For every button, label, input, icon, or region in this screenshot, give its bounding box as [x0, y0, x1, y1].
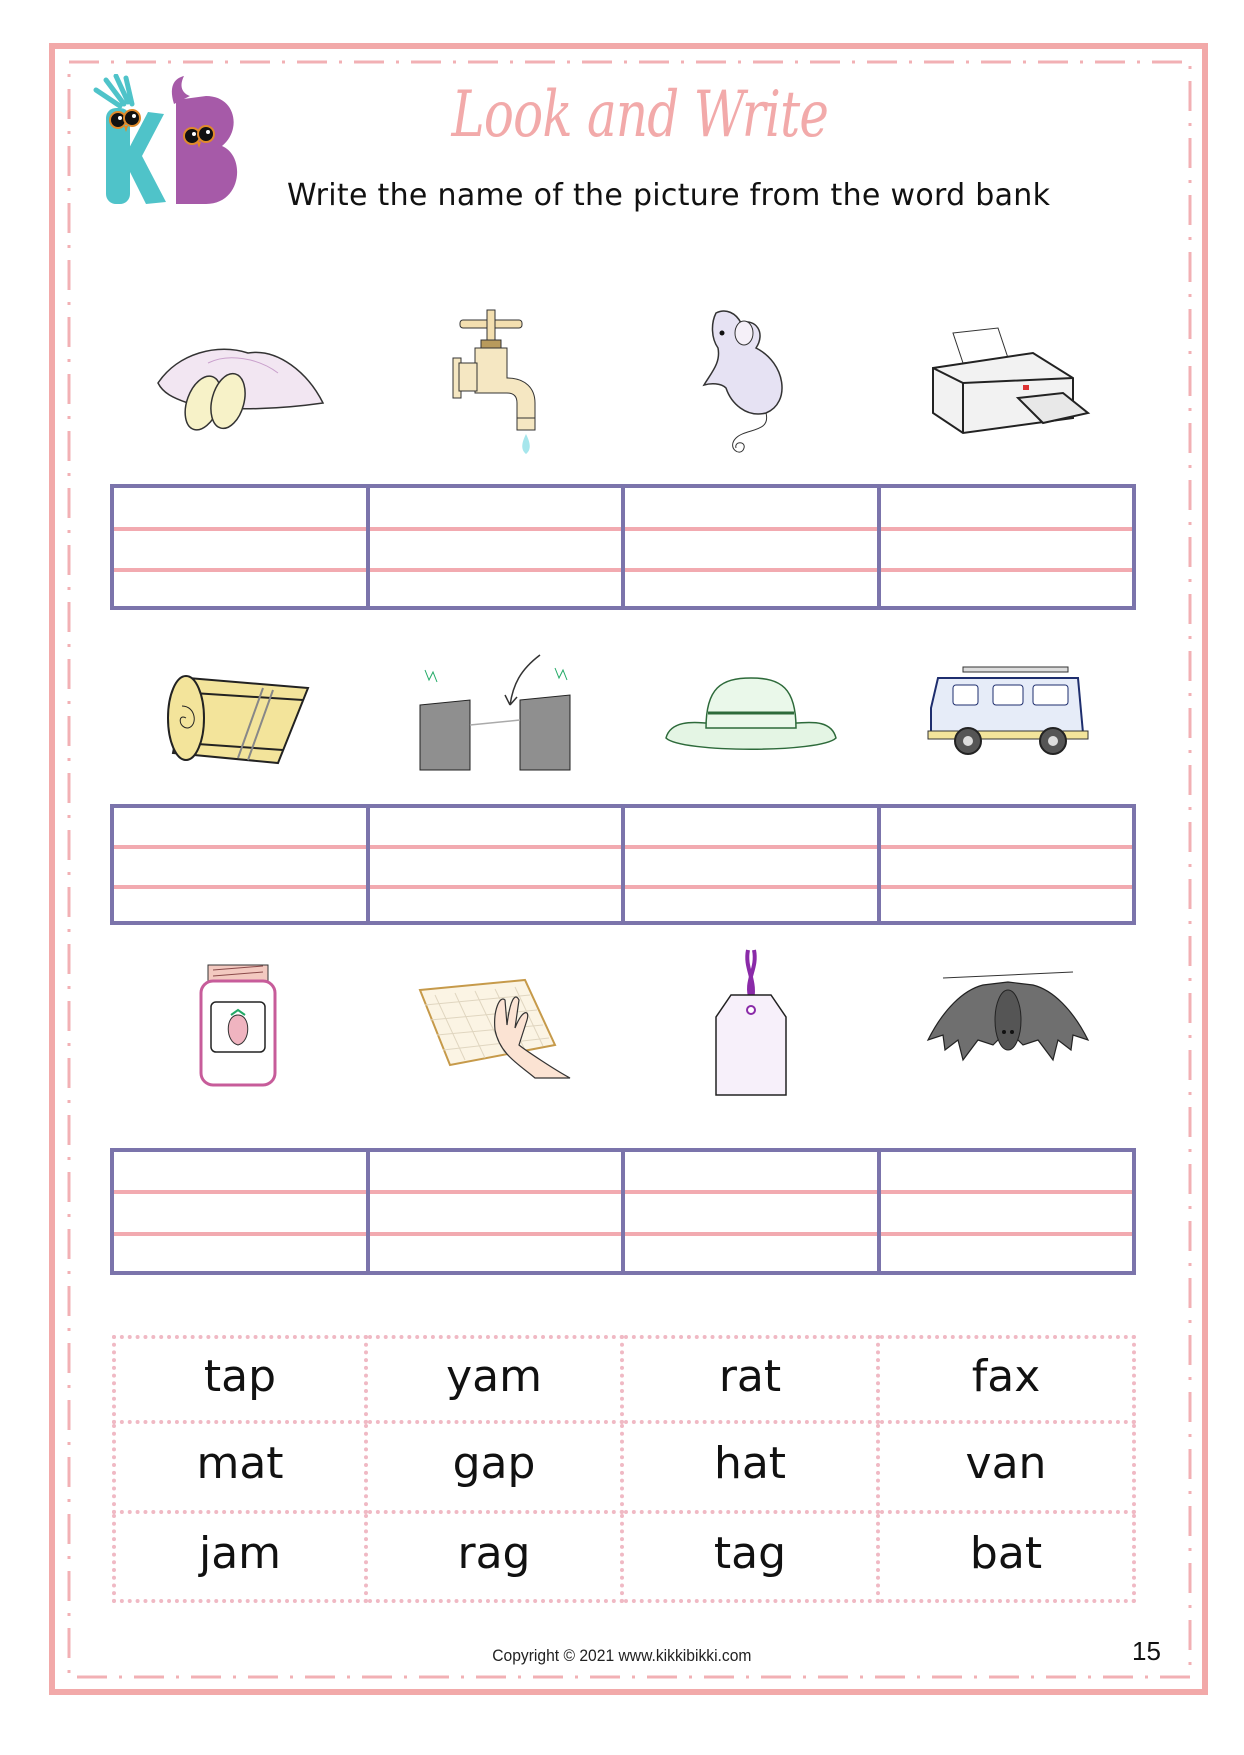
fax-icon — [923, 323, 1093, 443]
word-bank-item: mat — [112, 1424, 368, 1513]
picture-cell — [623, 940, 880, 1110]
jam-icon — [193, 960, 283, 1090]
answer-box-bat[interactable] — [881, 1152, 1133, 1271]
answer-box-yam[interactable] — [114, 488, 370, 606]
word-bank-item: tag — [624, 1514, 880, 1603]
answer-grid-2 — [110, 804, 1136, 925]
answer-box-gap[interactable] — [370, 808, 626, 921]
yam-icon — [148, 333, 328, 433]
word-bank — [112, 1335, 1136, 1603]
word-bank-item: rag — [368, 1514, 624, 1603]
answer-box-hat[interactable] — [625, 808, 881, 921]
van-icon — [923, 663, 1093, 763]
picture-cell — [880, 300, 1137, 465]
copyright-text: Copyright © 2021 www.kikkibikki.com — [492, 1646, 752, 1665]
answer-grid-3 — [110, 1148, 1136, 1275]
word-bank-item: van — [880, 1424, 1136, 1513]
answer-box-rat[interactable] — [625, 488, 881, 606]
picture-cell — [367, 940, 624, 1110]
picture-cell — [623, 300, 880, 465]
answer-box-mat[interactable] — [114, 808, 370, 921]
picture-cell — [367, 645, 624, 780]
picture-cell — [880, 645, 1137, 780]
picture-cell — [623, 645, 880, 780]
word-bank-item: hat — [624, 1424, 880, 1513]
word-bank-item: fax — [880, 1335, 1136, 1424]
picture-cell — [110, 940, 367, 1110]
picture-cell — [880, 940, 1137, 1110]
hat-icon — [661, 668, 841, 758]
page-title: Look and Write — [451, 78, 829, 152]
word-bank-item: tap — [112, 1335, 368, 1424]
word-bank-item: gap — [368, 1424, 624, 1513]
picture-cell — [110, 645, 367, 780]
picture-cell — [110, 300, 367, 465]
tap-icon — [445, 308, 545, 458]
word-bank-item: bat — [880, 1514, 1136, 1603]
picture-row-3 — [110, 940, 1136, 1110]
gap-icon — [415, 650, 575, 775]
answer-box-tap[interactable] — [370, 488, 626, 606]
picture-row-2 — [110, 645, 1136, 780]
tag-icon — [706, 945, 796, 1105]
answer-box-tag[interactable] — [625, 1152, 881, 1271]
mat-icon — [158, 658, 318, 768]
word-bank-item: jam — [112, 1514, 368, 1603]
answer-box-fax[interactable] — [881, 488, 1133, 606]
rag-icon — [415, 970, 575, 1080]
word-bank-item: rat — [624, 1335, 880, 1424]
answer-box-rag[interactable] — [370, 1152, 626, 1271]
rat-icon — [696, 303, 806, 463]
picture-row-1 — [110, 300, 1136, 465]
answer-grid-1 — [110, 484, 1136, 610]
word-bank-item: yam — [368, 1335, 624, 1424]
answer-box-jam[interactable] — [114, 1152, 370, 1271]
answer-box-van[interactable] — [881, 808, 1133, 921]
bat-icon — [923, 970, 1093, 1080]
picture-cell — [367, 300, 624, 465]
page-number: 15 — [1132, 1636, 1161, 1666]
instructions: Write the name of the picture from the word bank — [287, 178, 1051, 213]
